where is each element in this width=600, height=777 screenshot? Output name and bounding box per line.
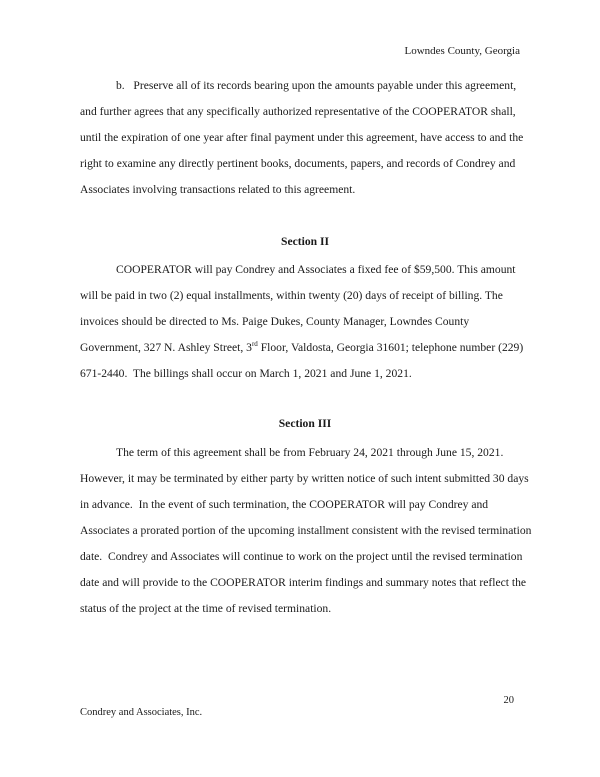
text-line: invoices should be directed to Ms. Paige Dukes, County Manager, Lowndes County (80, 315, 470, 328)
text-line: in advance. In the event of such termination, the COOPERATOR will pay Condrey and (80, 498, 489, 511)
text-line: status of the project at the time of revised termination. (80, 602, 332, 615)
footer-company-name: Condrey and Associates, Inc. (80, 707, 203, 718)
text-line: right to examine any directly pertinent books, documents, papers, and records of Condrey and (80, 157, 516, 170)
address-text-after: Floor, Valdosta, Georgia 31601; telephone number (229) (257, 341, 524, 354)
text-line: However, it may be terminated by either party by written notice of such intent submitted 30 days (80, 472, 529, 485)
text-line: 671-2440. The billings shall occur on March 1, 2021 and June 1, 2021. (80, 367, 412, 380)
page-number: 20 (503, 695, 514, 706)
text-line: date. Condrey and Associates will continue to work on the project until the revised termination (80, 550, 523, 563)
text-line: Associates involving transactions related to this agreement. (80, 183, 356, 196)
text-line: until the expiration of one year after final payment under this agreement, have access to and the (80, 131, 524, 144)
running-header: Lowndes County, Georgia (404, 45, 520, 57)
clause-b-paragraph (80, 73, 530, 203)
text-line: date and will provide to the COOPERATOR interim findings and summary notes that reflect the (80, 576, 527, 589)
text-line: COOPERATOR will pay Condrey and Associates a fixed fee of $59,500. This amount (116, 263, 516, 276)
section-2-paragraph (80, 257, 530, 387)
text-line: and further agrees that any specifically authorized representative of the COOPERATOR shall, (80, 105, 516, 118)
ordinal-superscript: rd (251, 340, 258, 349)
text-line: will be paid in two (2) equal installments, within twenty (20) days of receipt of billing. The (80, 289, 503, 302)
address-text-before: Government, 327 N. Ashley Street, 3 (80, 341, 252, 354)
text-line: The term of this agreement shall be from February 24, 2021 through June 15, 2021. (116, 446, 504, 459)
section-3-heading: Section III (278, 417, 332, 430)
text-line: Associates a prorated portion of the upcoming installment consistent with the revised termination (80, 524, 532, 537)
section-2-heading: Section II (281, 235, 329, 248)
section-3-paragraph (80, 440, 530, 622)
text-line: b. Preserve all of its records bearing upon the amounts payable under this agreement, (116, 79, 517, 92)
address-line (80, 335, 530, 361)
